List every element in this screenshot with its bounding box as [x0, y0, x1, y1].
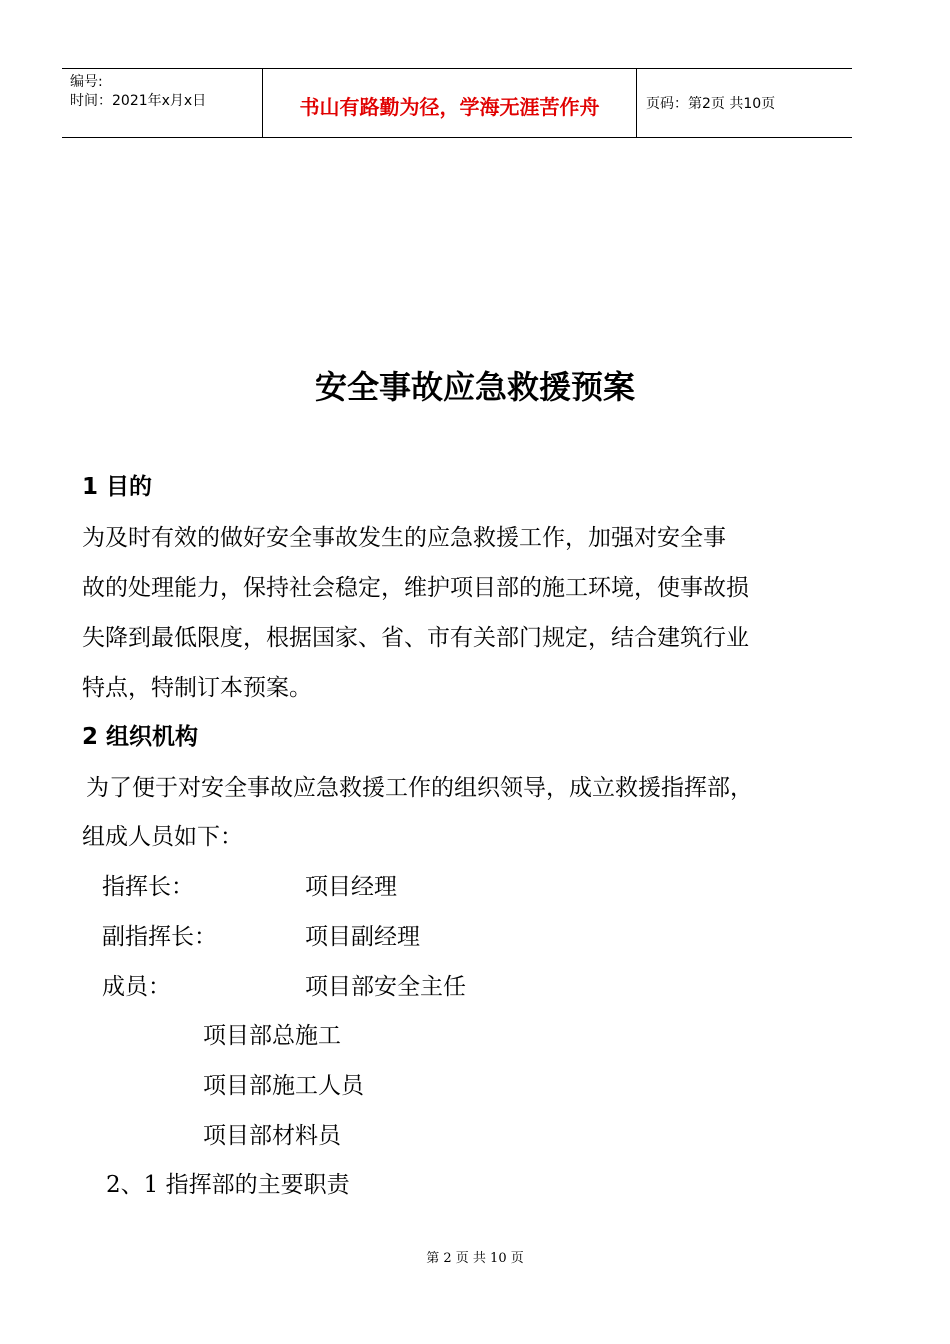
role-label: 指挥长：: [102, 874, 194, 900]
role-value: 项目经理: [305, 874, 397, 900]
section-1-line: 故的处理能力，保持社会稳定，维护项目部的施工环境，使事故损: [82, 575, 749, 601]
page-header: [62, 68, 852, 138]
member-item: 项目部材料员: [203, 1123, 341, 1149]
section-1-heading: 1 目的: [82, 474, 153, 500]
number-label: 编号:: [70, 74, 103, 90]
section-1-line: 失降到最低限度，根据国家、省、市有关部门规定，结合建筑行业: [82, 625, 749, 651]
page-footer: 第 2 页 共 10 页: [426, 1251, 524, 1266]
member-item: 项目部施工人员: [203, 1073, 364, 1099]
section-1-line: 特点，特制订本预案。: [82, 675, 312, 701]
section-2-line: 为了便于对安全事故应急救援工作的组织领导，成立救援指挥部，: [86, 775, 753, 801]
page-info: 页码：第2页 共10页: [646, 96, 776, 112]
member-item: 项目部总施工: [203, 1023, 341, 1049]
section-2-1-heading: 2、1 指挥部的主要职责: [106, 1172, 350, 1198]
header-left-cell: [62, 69, 262, 137]
section-1-line: 为及时有效的做好安全事故发生的应急救援工作，加强对安全事: [82, 525, 726, 551]
role-value: 项目副经理: [305, 924, 420, 950]
role-label: 副指挥长：: [102, 924, 217, 950]
role-label: 成员：: [102, 974, 171, 1000]
document-title: 安全事故应急救援预案: [314, 368, 635, 406]
section-2-heading: 2 组织机构: [82, 724, 199, 750]
time-label: 时间：2021年x月x日: [70, 93, 207, 109]
section-2-line: 组成人员如下：: [82, 824, 243, 850]
motto-text: 书山有路勤为径，学海无涯苦作舟: [299, 95, 600, 119]
header-right-cell: [636, 69, 852, 137]
header-motto-cell: [262, 69, 637, 137]
role-value: 项目部安全主任: [305, 974, 466, 1000]
